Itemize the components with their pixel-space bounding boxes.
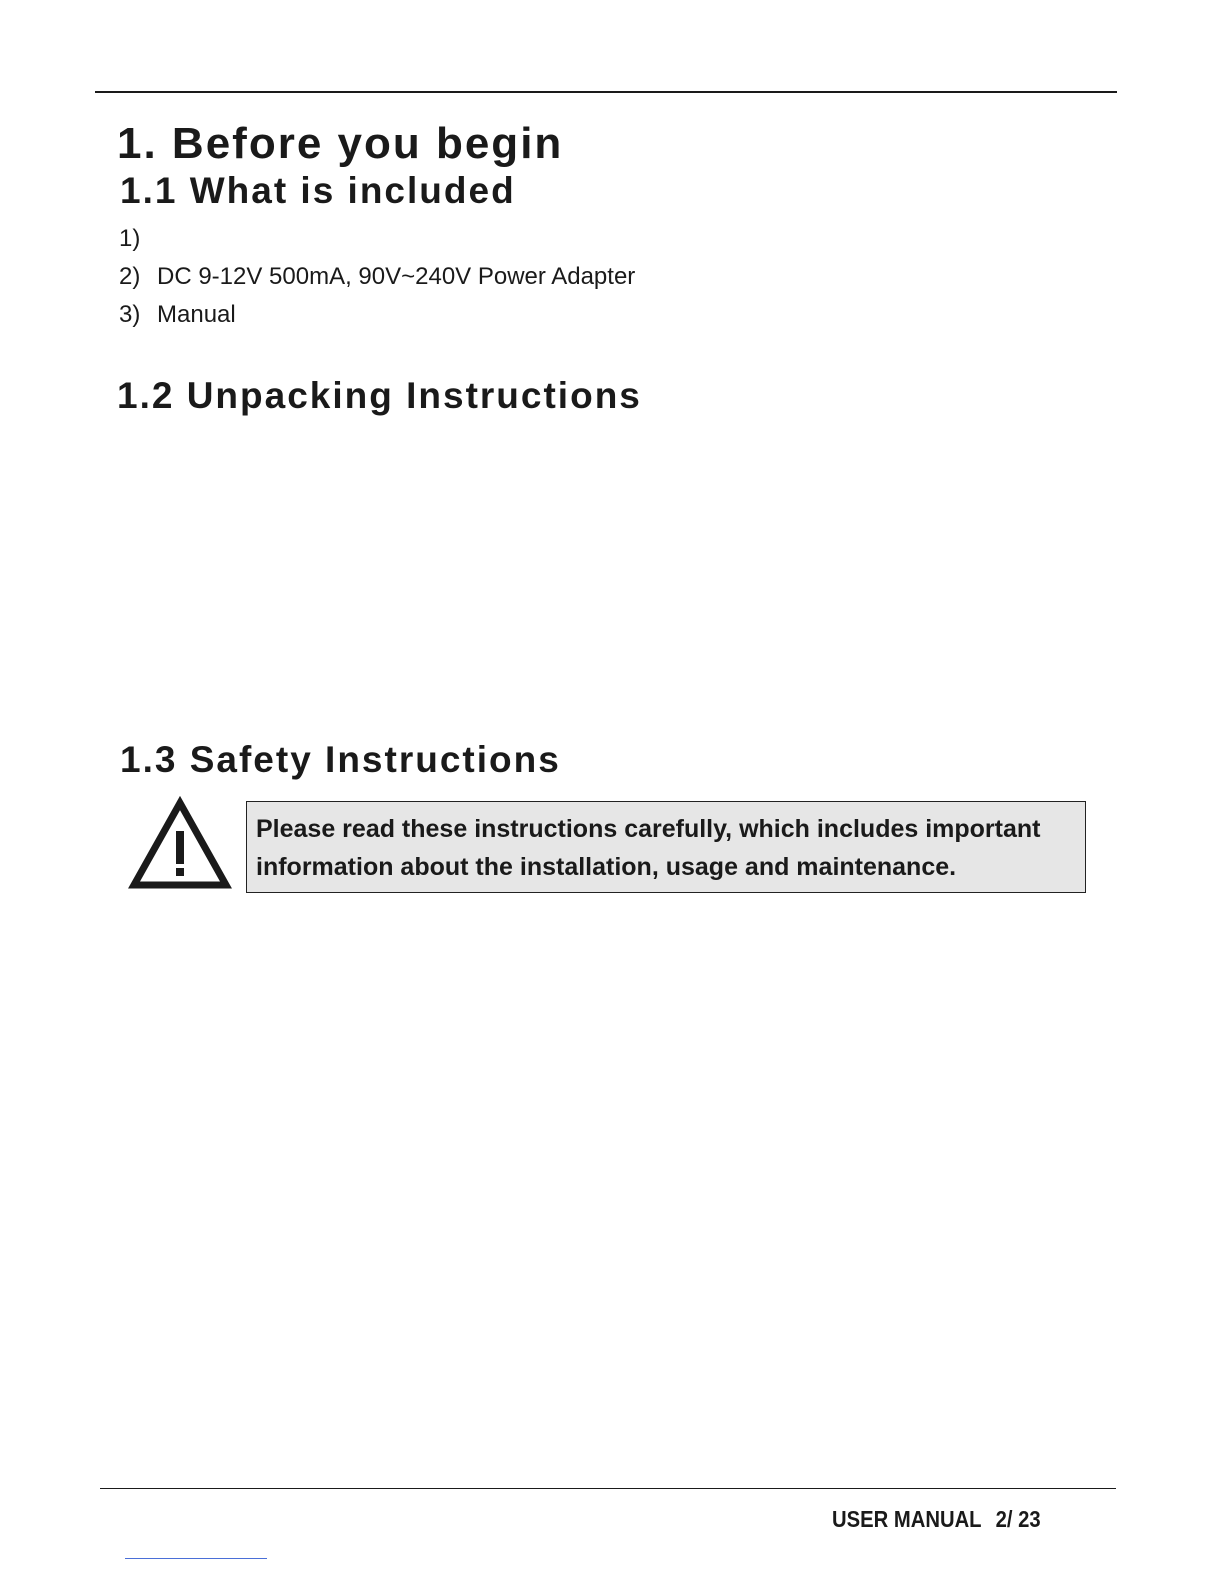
safety-notice-line: information about the installation, usage and maintenance. [256,853,957,881]
list-item-text: DC 9-12V 500mA, 90V~240V Power Adapter [157,263,636,290]
unpacking-heading: 1.2 Unpacking Instructions [117,375,642,416]
list-item [119,296,635,334]
list-item-text: Manual [157,301,236,328]
list-item [119,258,635,296]
footer [832,1506,1041,1533]
included-heading: 1.1 What is included [120,170,516,211]
section-title: 1. Before you begin [117,119,564,168]
footer-rule [100,1488,1116,1489]
header-rule [95,91,1117,93]
list-item [119,220,635,258]
warning-triangle-icon [126,796,234,890]
page-number: 2/ 23 [995,1506,1041,1532]
footer-link-underline [125,1558,267,1559]
safety-heading: 1.3 Safety Instructions [120,739,561,780]
included-list [119,220,635,334]
safety-notice-box [246,801,1086,893]
list-item-number: 3) [119,301,141,328]
footer-label: USER MANUAL [832,1506,982,1532]
list-item-number: 2) [119,263,141,290]
safety-notice-line: Please read these instructions carefully, which includes important [256,815,1041,843]
list-item-number: 1) [119,225,141,252]
